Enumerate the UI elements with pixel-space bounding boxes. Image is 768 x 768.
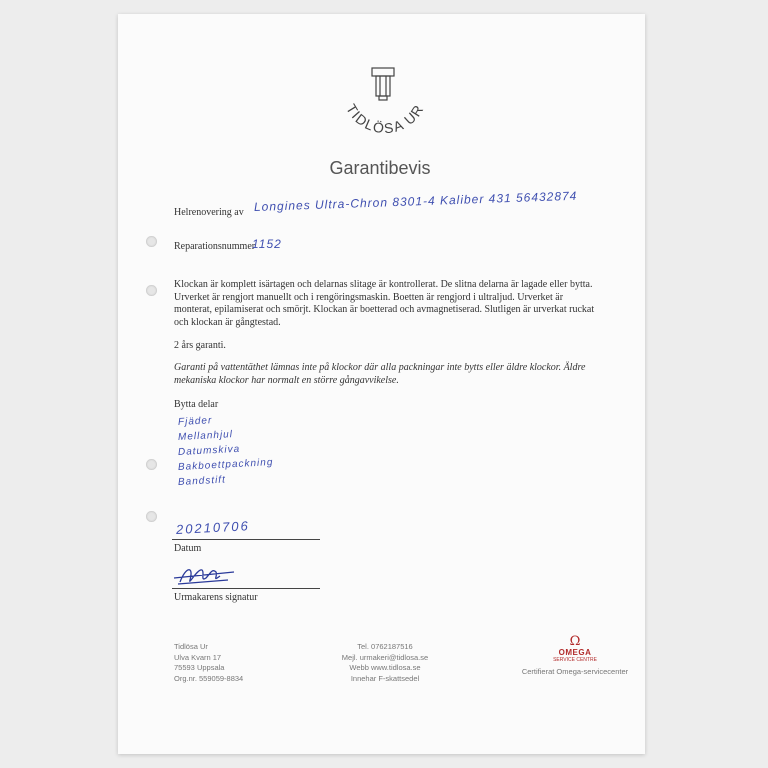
list-item: Bandstift bbox=[177, 474, 227, 488]
repair-number-label: Reparationsnummer bbox=[174, 241, 256, 252]
signature-label: Urmakarens signatur bbox=[174, 592, 258, 603]
logo-text: TIDLÖSA UR bbox=[343, 101, 428, 137]
website: Webb www.tidlosa.se bbox=[349, 663, 421, 672]
page-title: Garantibevis bbox=[329, 158, 431, 178]
parts-label: Bytta delar bbox=[174, 399, 219, 410]
water-resistance-note: Garanti på vattentäthet lämnas inte på klockor där alla packningar inte bytts eller äldre klockor. Äldre mekaniska klockor har normalt en större gångavvikelse. bbox=[174, 362, 586, 386]
warranty-period: 2 års garanti. bbox=[174, 340, 226, 351]
tidlosa-logo bbox=[330, 62, 440, 142]
punch-hole bbox=[146, 459, 157, 470]
postal-address: 75593 Uppsala bbox=[174, 663, 225, 672]
repair-number-value: 1152 bbox=[252, 237, 282, 251]
list-item: Bakboettpackning bbox=[177, 457, 274, 473]
list-item: Datumskiva bbox=[177, 443, 241, 458]
punch-hole bbox=[146, 511, 157, 522]
omega-service-centre: SERVICE CENTRE bbox=[553, 657, 597, 663]
renovation-label: Helrenovering av bbox=[174, 207, 244, 218]
handwritten-signature bbox=[172, 562, 242, 590]
phone: Tel. 0762187516 bbox=[357, 642, 413, 651]
email: Mejl. urmakeri@tidlosa.se bbox=[341, 652, 429, 662]
omega-icon: Ω bbox=[569, 634, 581, 649]
date-label: Datum bbox=[174, 543, 202, 554]
svg-text:TIDLÖSA UR bbox=[343, 101, 427, 136]
punch-hole bbox=[146, 285, 157, 296]
date-value: 20210706 bbox=[175, 518, 251, 537]
footer-contact bbox=[340, 642, 430, 684]
renovation-value: Longines Ultra-Chron 8301-4 Kaliber 431 56432874 bbox=[253, 188, 578, 214]
footer-address bbox=[174, 642, 243, 684]
omega-brand: OMEGA bbox=[558, 648, 592, 657]
tax-info: Innehar F-skattsedel bbox=[350, 673, 420, 683]
list-item: Mellanhjul bbox=[177, 429, 234, 443]
org-number: Org.nr. 559059-8834 bbox=[174, 673, 244, 683]
punch-hole bbox=[146, 236, 157, 247]
company-name: Tidlösa Ur bbox=[174, 642, 208, 651]
watch-crown-icon bbox=[372, 68, 394, 100]
signature-line bbox=[172, 588, 320, 589]
omega-caption: Certifierat Omega-servicecenter bbox=[521, 667, 629, 676]
list-item: Fjäder bbox=[177, 415, 213, 428]
service-description: Klockan är komplett isärtagen och delarnas slitage är kontrollerat. De slitna delarna är lagade eller bytta. Urverket är rengjort manuellt och i rengöringsmaskin. Boetten är rengjord i ultraljud. Urverket är monterat, epilamiserat och smörjt. Klockan är boetterad och avmagnetiserad. Slutligen är urverkat ruckat och klockan är gångtestad. bbox=[174, 279, 595, 328]
parts-list bbox=[178, 415, 274, 490]
omega-badge bbox=[520, 636, 630, 678]
street-address: Ulva Kvarn 17 bbox=[174, 652, 222, 662]
date-line bbox=[172, 539, 320, 540]
